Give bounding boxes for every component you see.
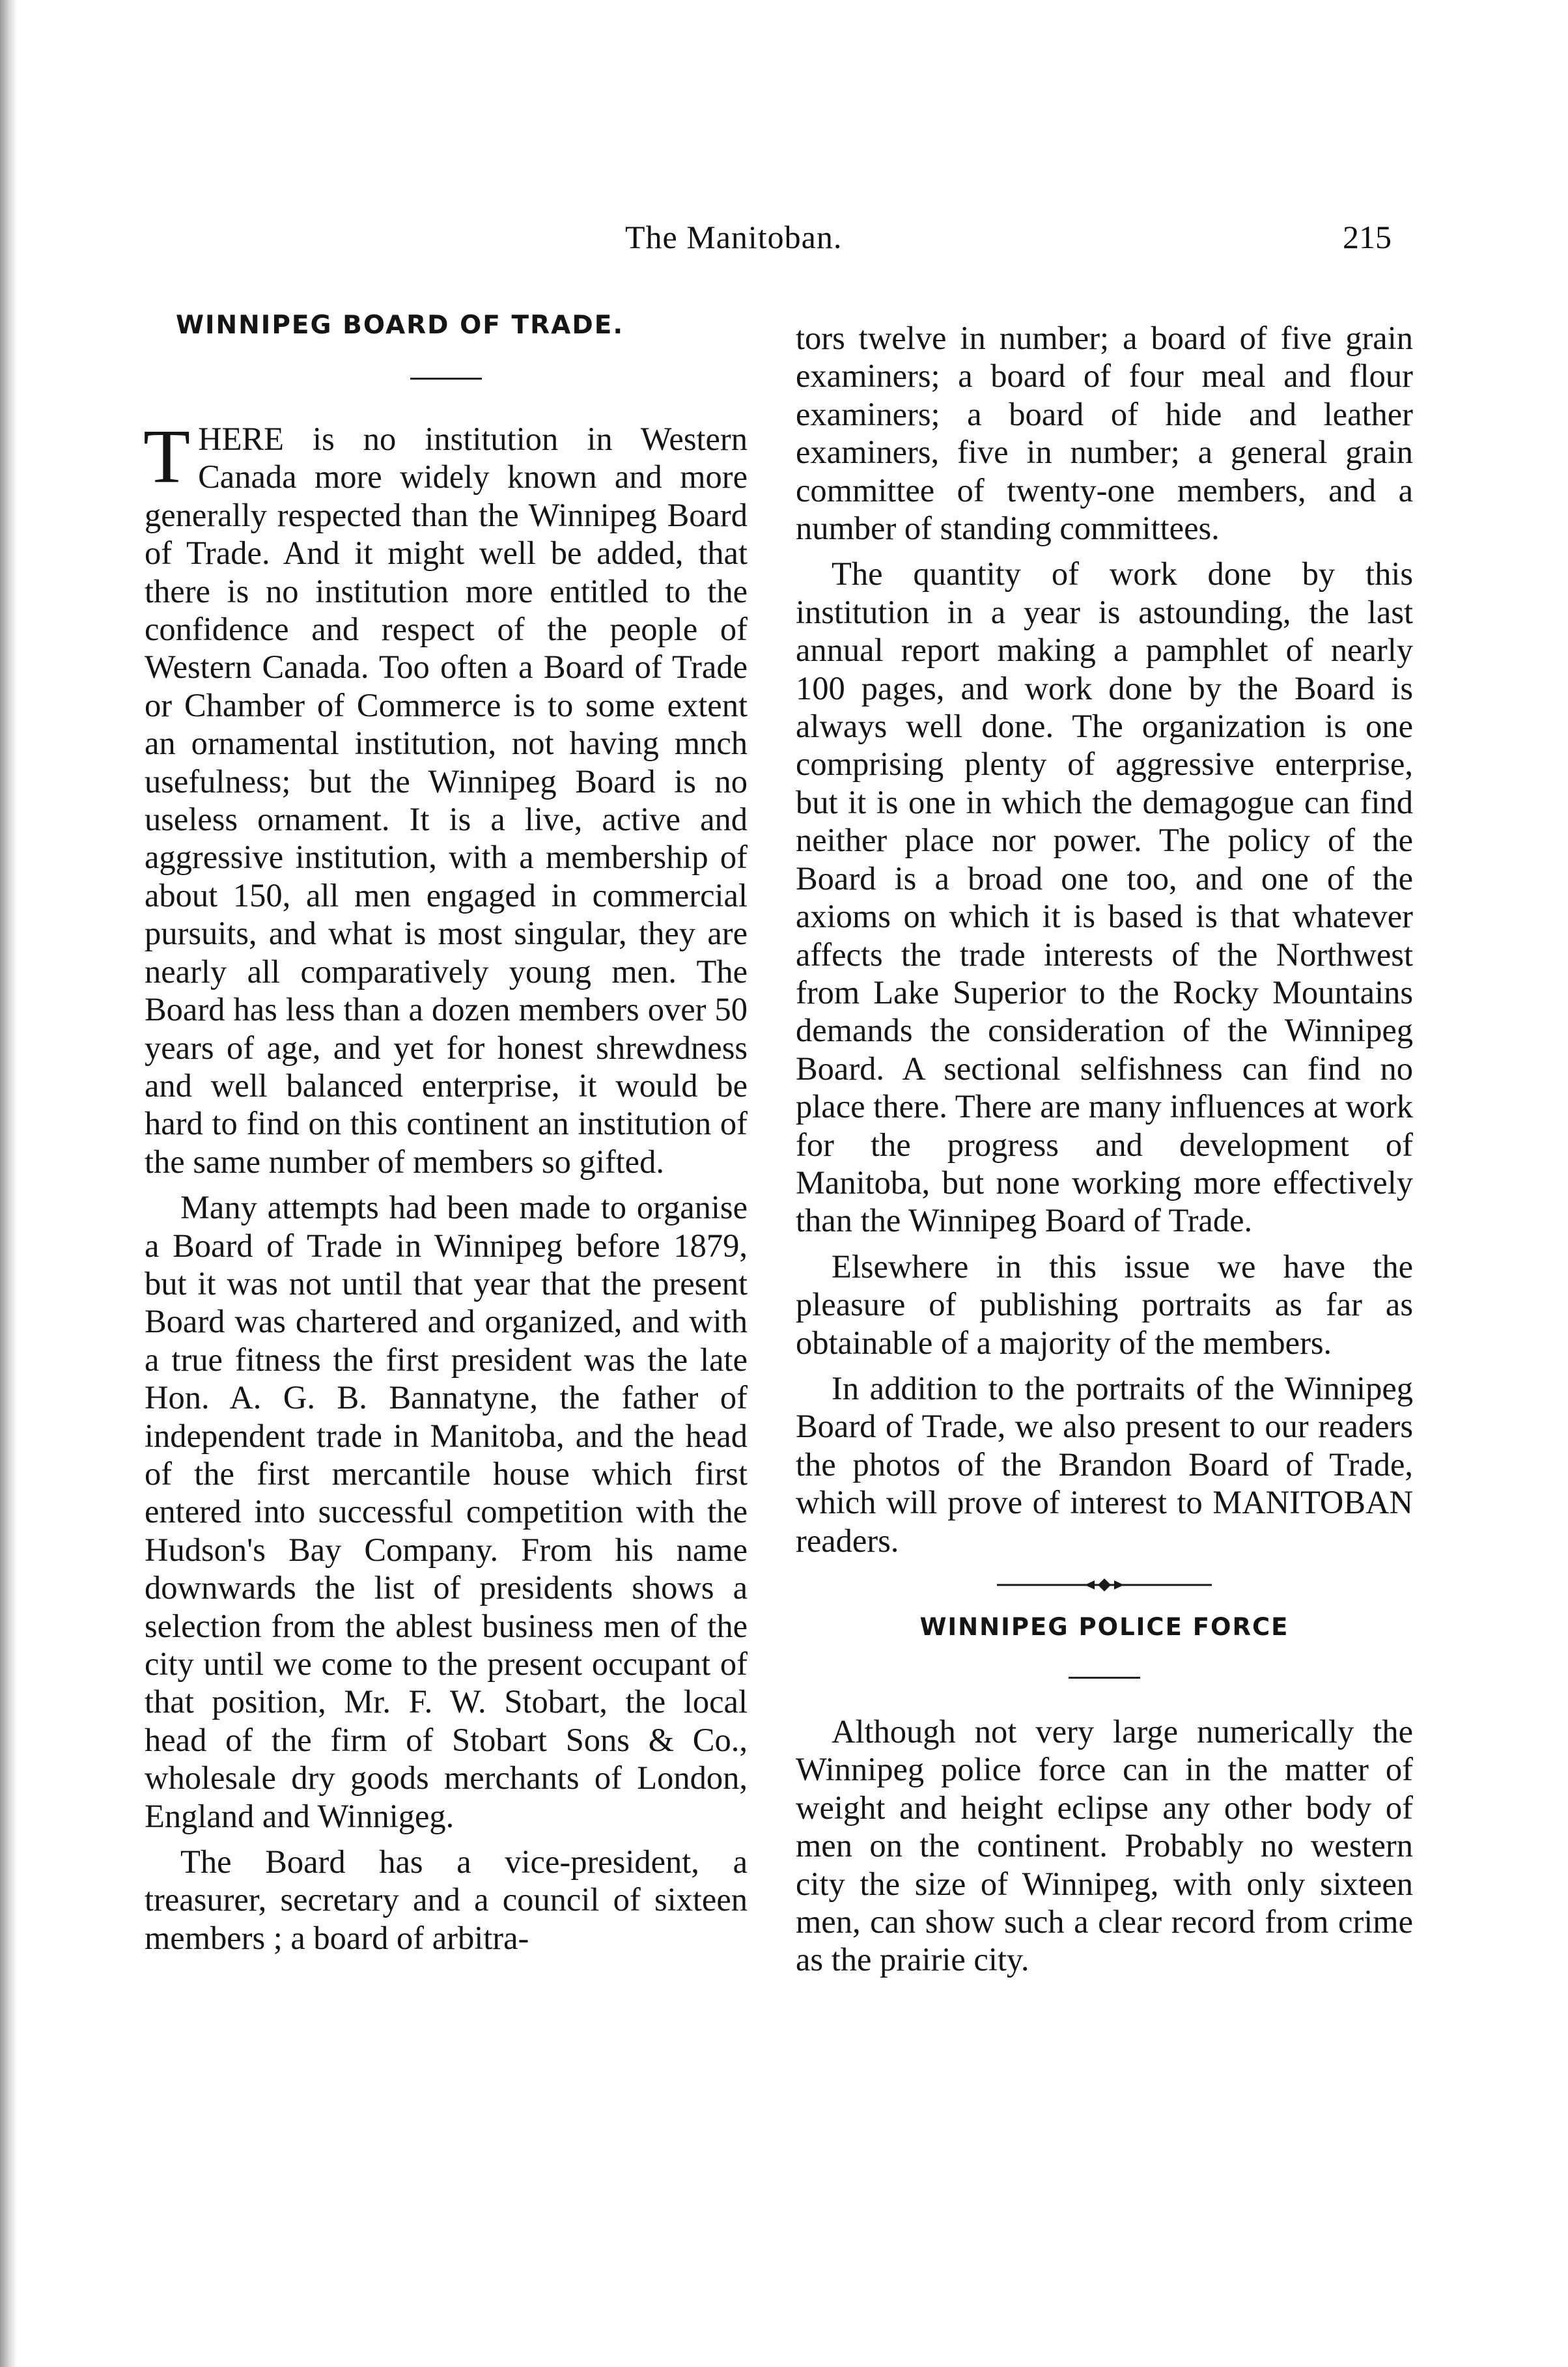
section-divider-ornament bbox=[997, 1575, 1212, 1595]
article-paragraph: In addition to the portraits of the Winnipeg Board of Trade, we also present to our readers the photos of the Brandon Board of Trade, which will prove of interest to MANITOBAN readers. bbox=[796, 1369, 1413, 1559]
right-column bbox=[796, 319, 1413, 1979]
drop-cap: T bbox=[143, 413, 191, 499]
left-column bbox=[145, 306, 748, 1957]
article-paragraph-continued: tors twelve in number; a board of five grain examiners; a board of four meal and flour examiners; a board of hide and leather examiners, five in number; a general grain committee of twenty-one members, and a number of standing committees. bbox=[796, 320, 1413, 547]
article-paragraph: The Board has a vice-president, a treasurer, secretary and a council of sixteen members ; a board of arbitra- bbox=[145, 1843, 748, 1956]
article-paragraph-text: HERE is no institution in Western Canada more widely known and more generally respected than the Winnipeg Board of Trade. And it might well be added, that there is no institution more entitled to the confidence and respect of the people of Western Canada. Too often a Board of Trade or Chamber of Commerce is to some extent an ornamental institution, not having mnch usefulness; but the Winnipeg Board is no useless ornament. It is a live, active and aggressive institution, with a membership of about 150, all men engaged in commercial pursuits, and what is most singular, they are nearly all comparatively young men. The Board has less than a dozen members over 50 years of age, and yet for honest shrewdness and well balanced enterprise, it would be hard to find on this continent an institution of the same number of members so gifted. bbox=[145, 421, 748, 1180]
article-paragraph bbox=[143, 413, 748, 1181]
article-paragraph: Elsewhere in this issue we have the pleasure of publishing portraits as far as obtainable of a majority of the members. bbox=[796, 1248, 1413, 1361]
heading-rule bbox=[1069, 1677, 1140, 1679]
page-number: 215 bbox=[1343, 219, 1392, 255]
article-heading-board-of-trade: WINNIPEG BOARD OF TRADE. bbox=[176, 311, 624, 340]
article-paragraph: The quantity of work done by this institution in a year is astounding, the last annual report making a pamphlet of nearly 100 pages, and work done by the Board is always well done. The organization is one comprising plenty of aggressive enterprise, but it is one in which the demagogue can find neither place nor power. The policy of the Board is a broad one too, and one of the axioms on which it is based is that whatever affects the trade interests of the Northwest from Lake Superior to the Rocky Mountains demands the consideration of the Winnipeg Board. A sectional selfishness can find no place there. There are many influences at work for the progress and development of Manitoba, but none working more effectively than the Winnipeg Board of Trade. bbox=[796, 555, 1413, 1239]
running-head: The Manitoban. bbox=[625, 219, 843, 255]
article-paragraph: Many attempts had been made to organise a Board of Trade in Winnipeg before 1879, but it was not until that year that the present Board was chartered and organized, and with a true fitness the first president was the late Hon. A. G. B. Bannatyne, the father of independent trade in Manitoba, and the head of the first mercantile house which first entered into successful competition with the Hudson's Bay Company. From his name downwards the list of presidents shows a selection from the ablest business men of the city until we come to the present occupant of that position, Mr. F. W. Stobart, the local head of the firm of Stobart Sons & Co., wholesale dry goods merchants of London, England and Winnigeg. bbox=[145, 1189, 748, 1834]
article-paragraph: Although not very large numerically the Winnipeg police force can in the matter of weight and height eclipse any other body of men on the continent. Probably no western city the size of Winnipeg, with only sixteen men, can show such a clear record from crime as the prairie city. bbox=[796, 1713, 1413, 1978]
article-heading-police-force: WINNIPEG POLICE FORCE bbox=[919, 1613, 1289, 1641]
heading-rule bbox=[410, 378, 482, 380]
scanned-page-edge bbox=[0, 0, 17, 2367]
